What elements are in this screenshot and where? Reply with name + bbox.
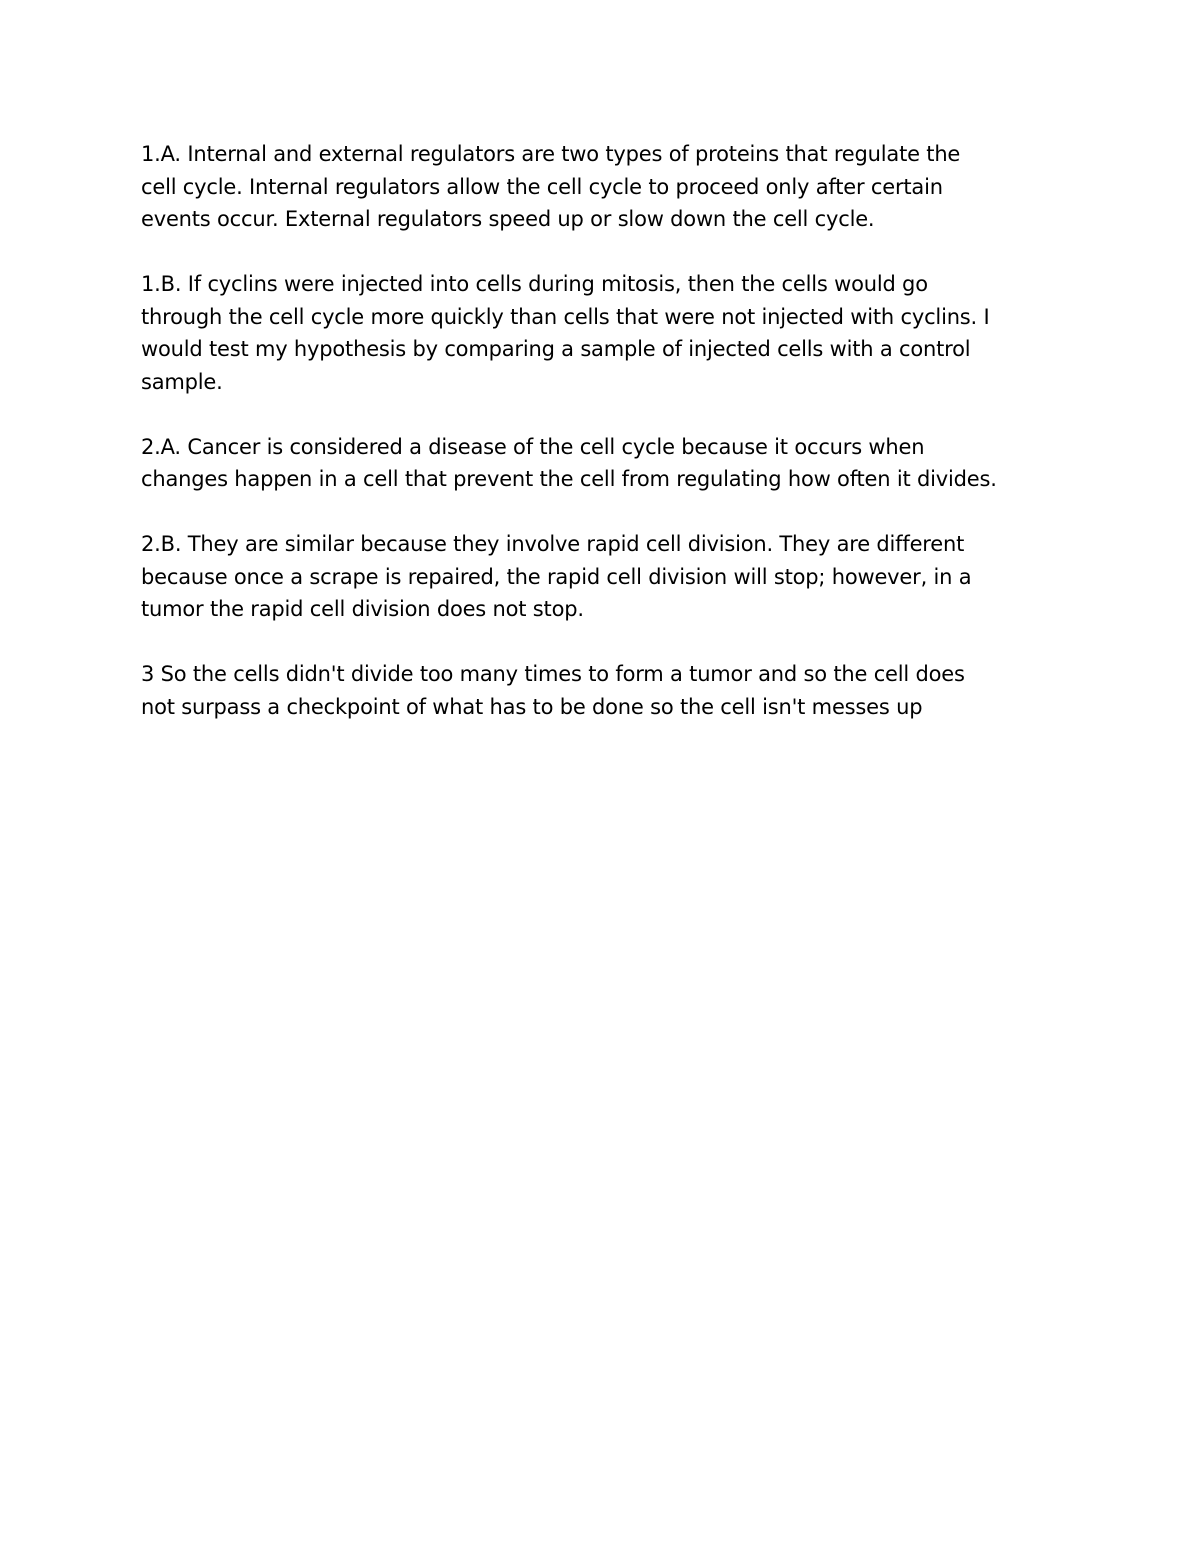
text-line: 2.A. Cancer is considered a disease of the cell cycle because it occurs when xyxy=(141,434,925,459)
text-line: through the cell cycle more quickly than cells that were not injected with cyclins. I xyxy=(141,304,990,329)
text-line: 1.A. Internal and external regulators are two types of proteins that regulate the xyxy=(141,142,961,166)
text-line: cell cycle. Internal regulators allow the cell cycle to proceed only after certain xyxy=(141,174,943,199)
document-body xyxy=(141,138,1081,756)
text-line: 3 So the cells didn't divide too many times to form a tumor and so the cell does xyxy=(141,662,965,686)
text-line: events occur. External regulators speed up or slow down the cell cycle. xyxy=(141,207,875,231)
text-line: sample. xyxy=(141,369,223,394)
answer-2b xyxy=(141,528,1081,626)
text-line: 2.B. They are similar because they involve rapid cell division. They are different xyxy=(141,532,965,556)
answer-1a xyxy=(141,138,1081,236)
text-line: 1.B. If cyclins were injected into cells during mitosis, then the cells would go xyxy=(141,272,928,296)
answer-3 xyxy=(141,658,1081,723)
answer-1b xyxy=(141,268,1081,398)
text-line: changes happen in a cell that prevent the cell from regulating how often it divides. xyxy=(141,467,997,491)
text-line: tumor the rapid cell division does not stop. xyxy=(141,597,584,621)
text-line: not surpass a checkpoint of what has to be done so the cell isn't messes up xyxy=(141,694,923,719)
answer-2a xyxy=(141,431,1081,496)
text-line: because once a scrape is repaired, the rapid cell division will stop; however, in a xyxy=(141,564,972,589)
text-line: would test my hypothesis by comparing a sample of injected cells with a control xyxy=(141,337,971,361)
